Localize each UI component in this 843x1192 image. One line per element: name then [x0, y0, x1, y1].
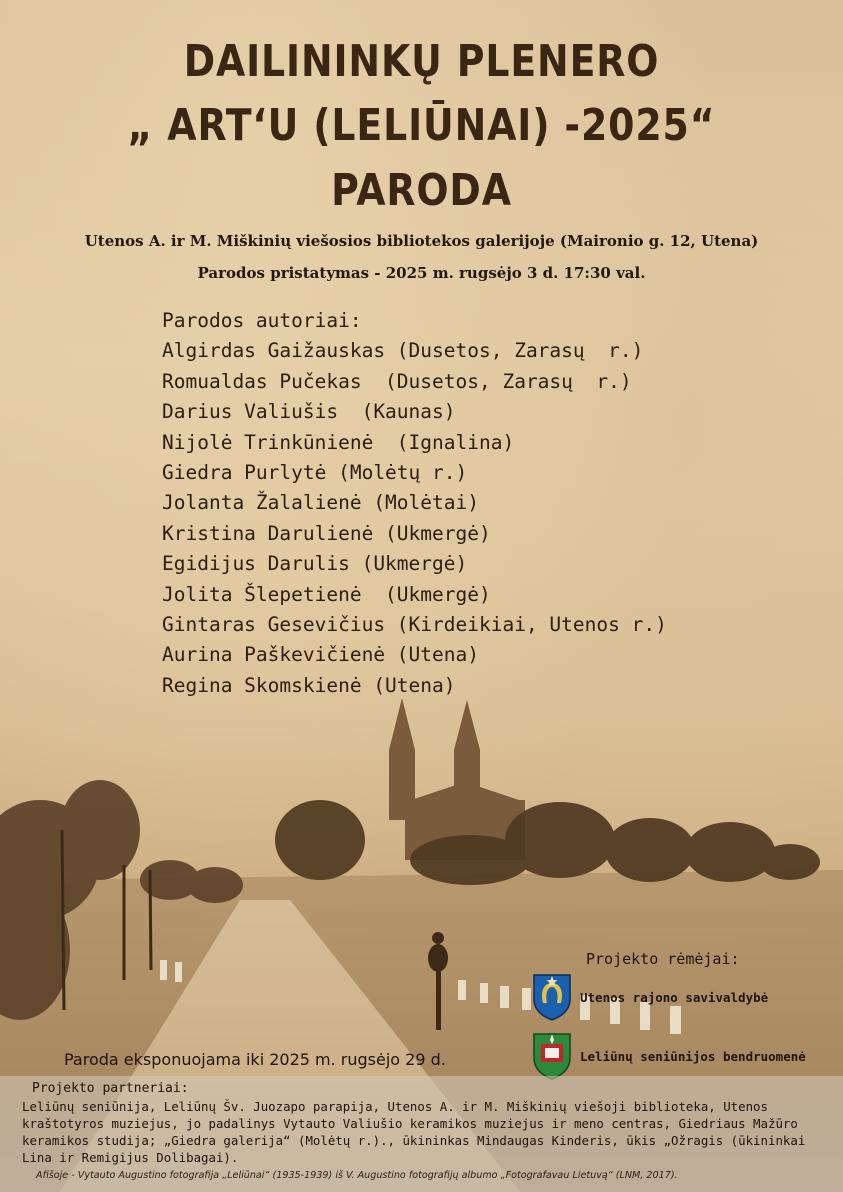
author-item: Egidijus Darulis (Ukmergė): [162, 552, 468, 576]
sponsors-title: Projekto rėmėjai:: [586, 950, 740, 968]
sponsor-leliunai: [532, 1032, 806, 1080]
authors-list: [162, 306, 802, 701]
presentation-text: Parodos pristatymas - 2025 m. rugsėjo 3 d. 17:30 val.: [197, 264, 646, 282]
author-item: Nijolė Trinkūnienė (Ignalina): [162, 430, 515, 454]
title-line-2: „ ART‘U (LELIŪNAI) -2025“: [127, 100, 716, 151]
exhibition-until-text: Paroda eksponuojama iki 2025 m. rugsėjo 29 d.: [64, 1050, 446, 1069]
sponsor-utena: [532, 973, 768, 1021]
author-item: Aurina Paškevičienė (Utena): [162, 643, 479, 667]
partners-title: Projekto partneriai:: [32, 1081, 189, 1096]
author-item: Regina Skomskienė (Utena): [162, 673, 456, 697]
sponsor-utena-label: Utenos rajono savivaldybė: [580, 989, 769, 1005]
author-item: Algirdas Gaižauskas (Dusetos, Zarasų r.): [162, 339, 644, 363]
venue-text: Utenos A. ir M. Miškinių viešosios bibliotekos galerijoje (Maironio g. 12, Utena): [84, 232, 759, 250]
title-line-1: DAILININKŲ PLENERO: [183, 36, 660, 87]
authors-heading: Parodos autoriai:: [162, 309, 362, 332]
partners-text: Leliūnų seniūnija, Leliūnų Šv. Juozapo parapija, Utenos A. ir M. Miškinių viešoji biblioteka, Utenos kraštotyros muziejus, jo padalinys Vytauto Valiušio keramikos muziejus ir meno centras, Giedriaus Mažūro keramikos studija; „Giedra galerija“ (Molėtų r.)., ūkininkas Mindaugas Kinderis, ūkis „Ožragis (ūkininkai Lina ir Remigijus Dolibagai).: [22, 1099, 806, 1165]
author-item: Kristina Darulienė (Ukmergė): [162, 521, 491, 545]
author-item: Gintaras Gesevičius (Kirdeikiai, Utenos r.): [162, 613, 667, 637]
author-item: Jolanta Žalalienė (Molėtai): [162, 491, 479, 515]
author-item: Giedra Purlytė (Molėtų r.): [162, 461, 468, 485]
photo-credit: Afišoje - Vytauto Augustino fotografija „Leliūnai“ (1935-1939) iš V. Augustino fotografijų albumo „Fotografavau Lietuvą“ (LNM, 2017).: [36, 1170, 678, 1181]
author-item: Darius Valiušis (Kaunas): [162, 400, 456, 424]
sponsor-leliunai-label: Leliūnų seniūnijos bendruomenė: [580, 1048, 806, 1064]
author-item: Romualdas Pučekas (Dusetos, Zarasų r.): [162, 369, 632, 393]
utena-crest-icon: [532, 973, 572, 1021]
leliunai-crest-icon: [532, 1032, 572, 1080]
title-line-3: PARODA: [331, 165, 512, 216]
author-item: Jolita Šlepetienė (Ukmergė): [162, 582, 491, 606]
